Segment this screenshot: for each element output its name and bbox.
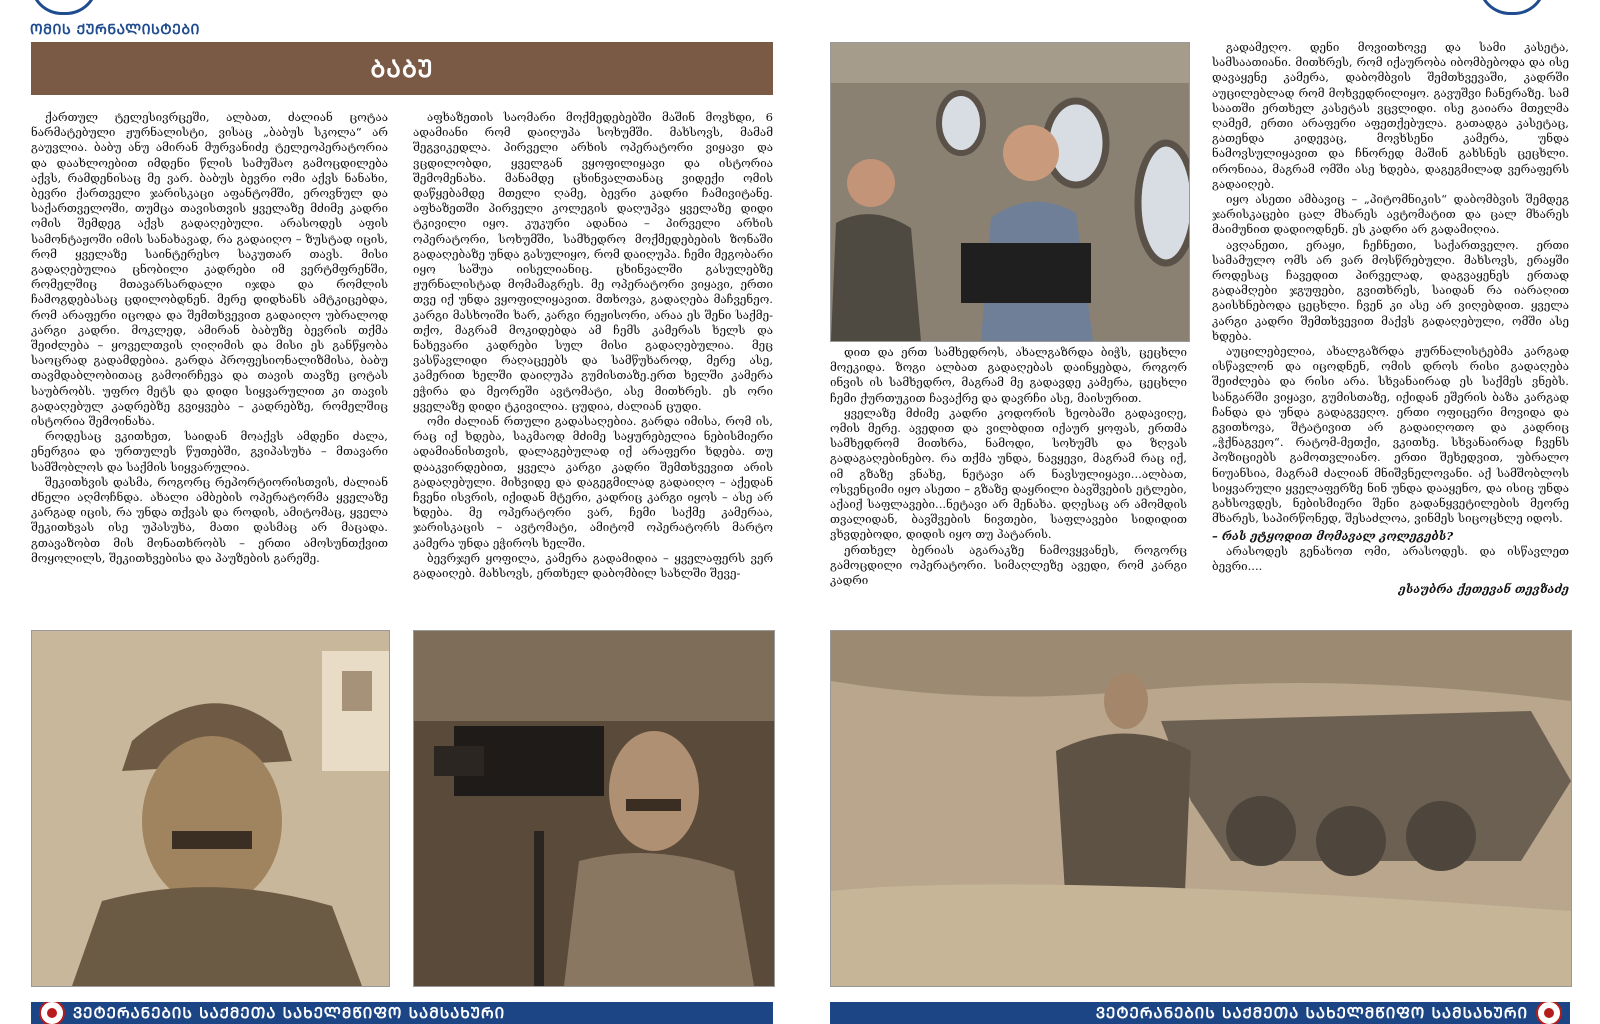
article-column-4 [1212, 40, 1569, 610]
footer-left [31, 1002, 773, 1024]
paragraph: ყველაზე მძიმე კადრი კოდორის ხეობაში გადავიღე, ომის მერე. ავედით და ვილბდით იქაურ ყოფას, ერთმა სამხედრომ მითხრა, ნამოდი, სოხუმს და ზღვას გადაგაღებინებო. რა თქმა უნდა, ნავყევი, მაგრამ რაც იქ, იმ გზაზე ვნახე, ნეტავი არ ნავსულიყავი...ალბათ, ოსვენციმი იყო ასეთი – გზაზე დაყრილი ბავშვების ეტლები, აქაიქ საფლავები...ნეტავი არ მენახა. დღესაც არ ამომდის თვალიდან, ბავშვების ნივთები, საფლავები სიდიდით ვხვდებოდი, დიდის იყო თუ პატარის. [830, 405, 1187, 542]
paragraph: აფხაზეთის საომარი მოქმედებებში მაშინ მოვხდი, 6 ადამიანი რომ დაიღუპა სოხუმში. მახსოვს, მამამ შეგვიკედლა. პირველი არხის ოპერატორი ვიყავი და ვცდილობდი, ყველგან ვყოფილიყავი და ისტორია შემომენახა. მანამდე ცხინვალთანაც ვიდექი ომის დაწყებამდე მთელი ღამე, ბევრი კადრი ჩამივიტანე. აფხაზეთში პირველი კოლეგის დაღუპვა ყველაზე დიდი ტკივილი იყო. კუკური ადანია – პირველი არხის ოპერატორი, სოხუმში, სამხედრო მოქმედებების ზონაში გადაღებაზე უნდა გასულიყო, რომ დაიღუპა. ჩემი მეგობარი იყო საშუა იისელიანიც. ცხინვალში გასულებზე ჟურნალისტად მომამაგრეს. მე ოპერატორი ვიყავი, ერთი თვე იქ უნდა ვყოფილიყავით. მთხოვა, გადაღება მაჩვენეო. კარგი მასხოიში ხარ, კარგი რეჟისორი, არაა ეს შენი საქმე-თქო, მაგრამ მოკიდებდა ამ ჩემს კამერას ხელს და ნახევარი კადრები სულ მისი გადაღებულია. მეც ვასწავლიდი რაღაცეებს და სამწუხაროდ, მერე ასე, კამერით ხელში დაიღუპა გუმისთაზე.ერთ ხელში კამერა ეჭირა და მეორეში ავტომატი, ასე მითხრეს. ეს ორი ყველაზე დიდი ტკივილია. ცუდია, ძალიან ცუდი. [413, 110, 773, 413]
article-title: ᲑᲐᲑᲣ [31, 42, 773, 95]
ministry-seal-icon [1536, 1002, 1562, 1024]
section-label: ᲝᲛᲘᲡ ᲥᲣᲠᲜᲐᲚᲘᲡᲢᲔᲑᲘ [30, 22, 200, 38]
paragraph: ბევრჯერ ყოფილა, კამერა გადამიდია – ყველაფერს ვერ გადაიღებ. მახსოვს, ერთხელ დაბომბილ სახლში შევე- [413, 550, 773, 581]
footer-text: ᲕᲔᲢᲔᲠᲐᲜᲔᲑᲘᲡ ᲡᲐᲥᲛᲔᲗᲐ ᲡᲐᲮᲔᲚᲛᲬᲘᲤᲝ ᲡᲐᲛᲡᲐᲮᲣᲠᲘ [73, 1004, 506, 1022]
footer-text: ᲕᲔᲢᲔᲠᲐᲜᲔᲑᲘᲡ ᲡᲐᲥᲛᲔᲗᲐ ᲡᲐᲮᲔᲚᲛᲬᲘᲤᲝ ᲡᲐᲛᲡᲐᲮᲣᲠᲘ [1095, 1004, 1528, 1022]
interview-answer: არასოდეს გენახოთ ომი, არასოდეს. და ისწავლეთ ბევრი.... [1212, 543, 1569, 573]
footer-right [830, 1002, 1570, 1024]
paragraph: როდესაც ვკითხეთ, საიდან მოაქვს ამდენი ძალა, ენერგია და ურთულეს წუთებში, გვიპასუხა – მთავარი სამშობლოს და საქმის სიყვარულია. [31, 429, 388, 474]
article-column-3 [830, 345, 1187, 610]
paragraph: შეკითხვის დასმა, როგორც რეპორტიორისთვის, ძალიან ძნელი აღმოჩნდა. ახალი ამბების ოპერატორმა ყველაზე კარგად იცის, რა უნდა თქვას და როდის, ამიტომაც, ყველა შეკითხვას ისე უპასუხა, მათი დასმაც არ მაცადა. გთავაზობთ მის მონათხრობს – ერთი ამოსუნთქვით მოყოლილს, შეკითხვებისა და პაუზების გარეშე. [31, 474, 388, 565]
paragraph: ქართულ ტელესივრცეში, ალბათ, ძალიან ცოტაა ნარმატებული ჟურნალისტი, ვისაც „ბაბუს სკოლა“ არ გაუვლია. ბაბუ ანუ ამირან მურვანიძე ტელეოპერატორია და დაახლოებით იმდენი წლის სამუშაო გამოცდილება აქვს, რამდენისაც მე ვარ. ბაბუს ბევრი ომი აქვს ნანახი, ბევრი ქართველი ჯარისკაცი აფანტომში, ეროვნულ და საქართველოში, თუმცა თავისთვის ყველაზე მძიმე კადრი ომის შემდეგ აქვს გადაღებული. არასოდეს აფის სამონტაჟოში იმის სანახავად, რა გადაიღო – ზუსტად იცის, რომ ყველაზე საინტერესო საკუთარ თავს. მისი გადაღებულია ცნობილი კადრები იმ ვერტმფრენში, რომელშიც მთავარსარდალი იჯდა და რომლის ჩამოგდებასაც ცდილობდნენ. მერე დიდხანს ამტკიცებდა, რომ არაფერი იცოდა და შემთხვევით გადაიღო უბრალოდ კარგი კადრი. მოკლედ, ამირან ბაბუზე ბევრის თქმა შეიძლება – ყოველთვის ღიღიმის და მისი ეს განწყობა საოცრად გადამდებია. გარდა პროფესიონალიზმისა, ბაბუ თავმდაბლობითაც გამოირჩევა და თავის თავზე ცოტას საუბრობს. უფრო მეტს და დიდი სიყვარულით კი თავის გადაღებულ კადრებზე გვიყვება – კადრებზე, რომელშიც ისტორია შემოინახა. [31, 110, 388, 429]
paragraph: ომი ძალიან რთული გადასაღებია. გარდა იმისა, რომ ის, რაც იქ ხდება, საკმაოდ მძიმე საყურებელია ნებისმიერი ადამიანისთვის, დალაგებულად იქ არაფერი ხდება. თუ დააკვირდებით, ყველა კარგი კადრი შემთხვევით არის გადაღებული. მიხვიდე და დაგეგმილად გადაიღო – აქედან ჩვენი ისვრის, იქიდან მტერი, კადრიც კარგი იყოს – ასე არ ხდება. მე ოპერატორი ვარ, ჩემი საქმე კამერაა, ჯარისკაცის – ავტომატი, ამიტომ ოპერატორს მარტო კამერა უნდა ეჭიროს ხელში. [413, 414, 773, 550]
paragraph: იყო ასეთი ამბავიც – „პიტომნიკის“ დაბომბვის შემდეგ ჯარისკაცები ცალ მხარეს ავტომატით და ცალ მხარეს მაიმუნით დადიოდნენ. ეს კადრი არ გადამიღია. [1212, 192, 1569, 237]
photo-tank-field [830, 630, 1572, 987]
paragraph: გადამეღო. დენი მოვითხოვე და სამი კასეტა, სამსაათიანი. მითხრეს, რომ იქაურობა იბომბებოდა და ისე დავაყენე კამერა, დაბომბვის შემთხვევაში, კადრში აუცილებლად რომ მოხვედრილიყო. გავუშვი ჩანერაზე. სამ საათში ერთხელ კასეტას ვცვლიდი. ისე გაიარა მთელმა ღამემ, ერთი არაფერი აფეთქებულა. გათადგა კასეტაც, გათენდა კიდევაც, მოვხსენი კამერა, უნდა ნამოვსულიყავით და ჩნორედ მაშინ გახსნეს ცეცხლი. ირონიაა, მაგრამ ომში ასე ხდება, დაგეგმილად ვერაფერს გადაიღებ. [1212, 40, 1569, 191]
masthead-logo-left [30, 0, 98, 15]
article-column-2 [413, 110, 773, 610]
author-credit: ესაუბრა ქეთევან თევზაძე [1398, 582, 1569, 597]
masthead-logo-right [1478, 0, 1546, 15]
paragraph: დით და ერთ სამხედროს, ახალგაზრდა ბიჭს, ცეცხლი მოეკიდა. ზოგი ალბათ გადაღებას დაინყებდა, როგორ ინვის ის სამხედრო, მაგრამ მე გადავდე კამერა, ცეცხლი ჩემი ქურთუკით ჩავაქრე და დავრჩი ასე, მაისურით. [830, 345, 1187, 405]
photo-portrait-cap [31, 630, 390, 987]
interview-question: – რას ეტყოდით მომავალ კოლეგებს? [1212, 528, 1454, 543]
paragraph: აუცილებელია, ახალგაზრდა ჟურნალისტებმა კარგად ისწავლონ და იცოდნენ, ომის დროს რისი გადაღება შეიძლება და რისი არა. სხვანაირად ეს საქმეს ვნებს. სანგარში ვიყავი, გუმისთაზე, იქიდან ეშერის ბაზა კარგად ჩანდა და უნდა გადაგვეღო. ერთი ოფიცერი მოვიდა და გვითხოვა, შტატივით არ გადაიღოთო და კადრიც „ჭქნაგვეო“. რატომ-მეთქი, ვკითხე. სხვანაირად ჩვენს პოზიციებს გამოთვლიანო. ერთი შეხედვით, უბრალო ნიუანსია, მაგრამ ძალიან მნიშვნელოვანი. აქ სამშობლოს სიყვარული ყველაფერზე ნინ უნდა დააყენო, და ისიც უნდა გახსოვდეს, ნებისმიერი შენი გადანყვეტილების მეორე მხარეს, საპირწონედ, შესაძლოა, ვინმეს სიცოცხლე იდოს. [1212, 344, 1569, 526]
article-column-1 [31, 110, 388, 610]
photo-helicopter-cabin [830, 42, 1190, 342]
photo-cameraman [413, 630, 775, 987]
paragraph: ერთხელ ბერიას აგარაკზე ნამოვყვანეს, როგორც გამოცდილი ოპერატორი. სიმაღლეზე ავედი, რომ კარგი კადრი [830, 542, 1187, 588]
ministry-seal-icon [39, 1002, 65, 1024]
paragraph: ავღანეთი, ერაყი, ჩეჩნეთი, საქართველო. ერთი სამამულო ომს არ ვარ მოსწრებული. მახსოვს, ერაყში როდესაც ჩავედით პირველად, დაგვაყენეს ერთად გადამღები ჯგუფები, გვითხრეს, საიდან რა იარაღით გაისხნებოდა ცეცხლი. ჩვენ კი ასე არ ვიღებდით. ყველა კარგი კადრი შემთხვევით მაქვს გადაღებული, ომში ასე ხდება. [1212, 237, 1569, 343]
